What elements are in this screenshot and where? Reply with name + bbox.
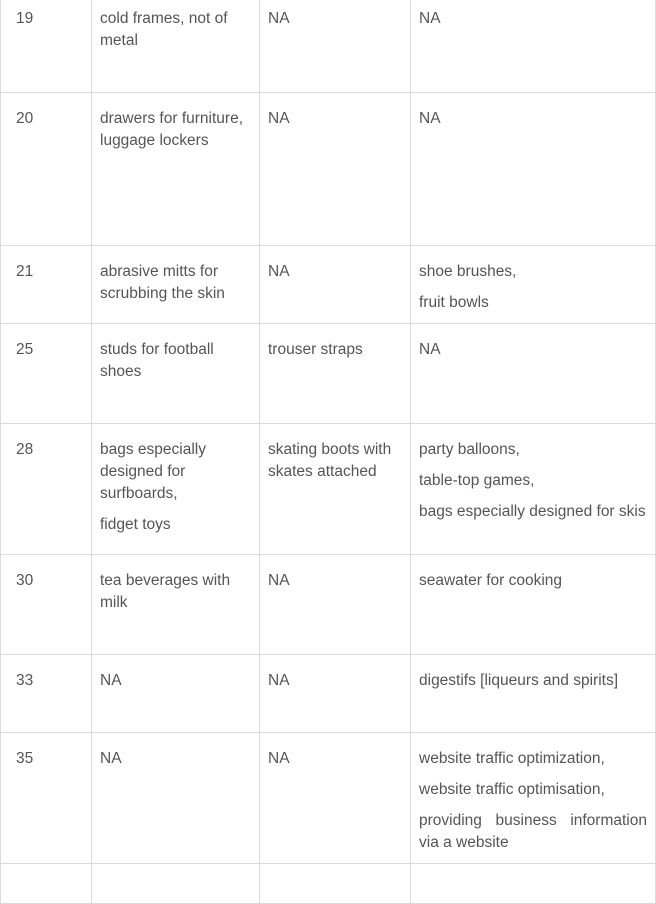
goods-cell [411,864,656,904]
goods-cell: digestifs [liqueurs and spirits] [411,655,656,733]
class-number-cell: 30 [1,555,92,655]
table-row [1,555,656,655]
goods-cell [92,864,260,904]
goods-cell: website traffic optimization, website traffic optimisation, providing business information via a website [411,733,656,864]
class-number-cell: 33 [1,655,92,733]
table-row [1,93,656,246]
goods-cell: seawater for cooking [411,555,656,655]
goods-cell: NA [411,0,656,93]
goods-cell [260,864,411,904]
goods-cell: abrasive mitts for scrubbing the skin [92,246,260,324]
table-row [1,324,656,424]
goods-cell: NA [411,324,656,424]
goods-cell: party balloons, table-top games, bags especially designed for skis [411,424,656,555]
goods-cell: NA [92,733,260,864]
class-number-cell [1,864,92,904]
goods-cell: shoe brushes, fruit bowls [411,246,656,324]
goods-cell: NA [260,555,411,655]
goods-cell: NA [260,246,411,324]
goods-cell: NA [92,655,260,733]
goods-cell: trouser straps [260,324,411,424]
class-number-cell: 19 [1,0,92,93]
goods-cell: NA [260,0,411,93]
table-row [1,655,656,733]
goods-cell: drawers for furniture, luggage lockers [92,93,260,246]
class-number-cell: 20 [1,93,92,246]
table-row [1,424,656,555]
goods-cell: studs for football shoes [92,324,260,424]
goods-cell: skating boots with skates attached [260,424,411,555]
class-number-cell: 35 [1,733,92,864]
class-number-cell: 25 [1,324,92,424]
goods-cell: NA [260,655,411,733]
table-row [1,0,656,93]
goods-cell: NA [260,733,411,864]
table-row [1,864,656,904]
goods-cell: NA [411,93,656,246]
goods-cell: bags especially designed for surfboards, fidget toys [92,424,260,555]
goods-cell: NA [260,93,411,246]
class-number-cell: 28 [1,424,92,555]
goods-cell: cold frames, not of metal [92,0,260,93]
class-number-cell: 21 [1,246,92,324]
goods-cell: tea beverages with milk [92,555,260,655]
table-row [1,246,656,324]
table-row [1,733,656,864]
